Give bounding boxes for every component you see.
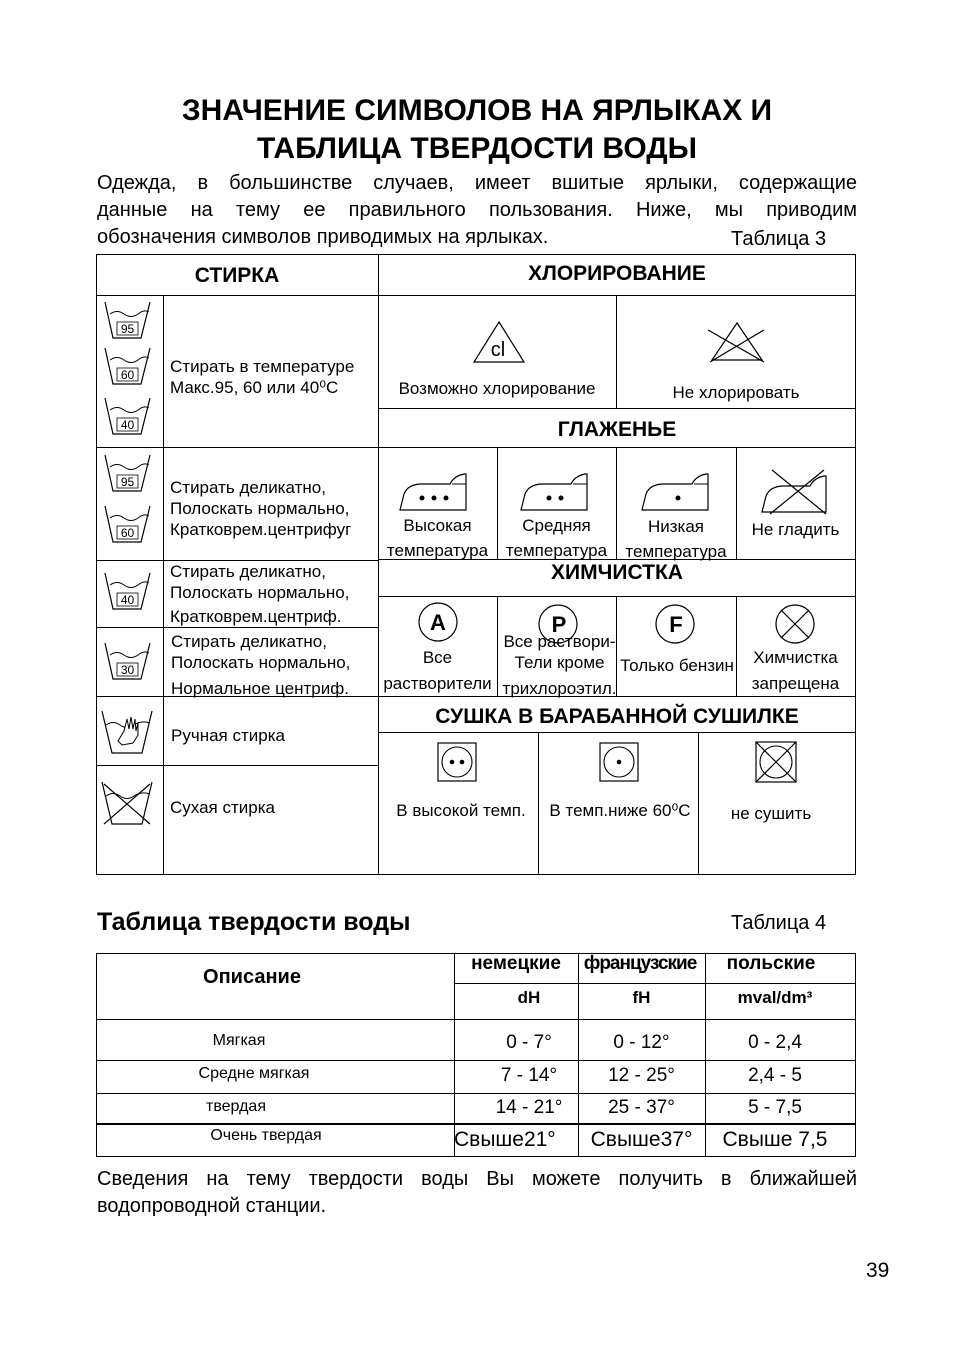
wash-row4-line1: Стирать деликатно,: [171, 632, 327, 651]
wash-row2-line3: Кратковрем.центрифуг: [170, 520, 352, 539]
wash-temp-label: 30: [120, 663, 135, 677]
wash-temp-label: 60: [120, 526, 135, 540]
chlorine-triangle-icon: [472, 320, 526, 364]
dryclean-a-icon: [418, 602, 460, 644]
wash-delicate-95-icon: [103, 453, 153, 493]
wash-delicate-60-icon: [103, 504, 153, 544]
intro-line3: обозначения символов приводимых на ярлыках.: [97, 226, 549, 248]
wash-row4-line3: Нормальное центриф.: [171, 679, 349, 698]
ironing-header: ГЛАЖЕНЬЕ: [557, 418, 677, 441]
col-french-unit: fH: [632, 988, 651, 1007]
wash-temp-label: 60: [120, 368, 135, 382]
dryclean-p-letter: P: [551, 612, 567, 637]
dryclean-f-label: Только бензин: [620, 656, 734, 675]
wash-temp-label: 40: [120, 593, 135, 607]
iron-low-line2: температура: [625, 542, 727, 561]
dryclean-f-icon: [655, 604, 697, 646]
no-dryclean-line1: Химчистка: [753, 648, 838, 667]
row-value: 0 - 2,4: [748, 1032, 802, 1053]
wash-delicate-40-icon: [103, 571, 153, 611]
wash-row6-line1: Сухая стирка: [170, 798, 275, 817]
footer-line2: водопроводной станции.: [97, 1195, 327, 1217]
wash-temp-label: 40: [120, 418, 135, 432]
row-value: Свыше 7,5: [722, 1128, 828, 1151]
row-value: 2,4 - 5: [748, 1065, 802, 1086]
no-tumble-icon: [754, 740, 800, 786]
row-value: Свыше21°: [454, 1128, 556, 1151]
col-german-unit: dH: [517, 988, 541, 1007]
no-iron-icon: [760, 468, 828, 516]
col-polish-header: польские: [726, 953, 816, 974]
wash-row1-line1: Стирать в температуре: [170, 357, 355, 376]
table4-label: Таблица 4: [731, 912, 827, 934]
drycleaning-header: ХИМЧИСТКА: [551, 561, 683, 584]
col-german-header: немецкие: [471, 953, 561, 974]
tumble-high-label: В высокой темп.: [396, 801, 526, 820]
row-value: 0 - 12°: [613, 1032, 670, 1053]
row-value: 7 - 14°: [500, 1065, 558, 1086]
dryclean-a-line2: растворители: [383, 674, 492, 693]
page-title-line2: ТАБЛИЦА ТВЕРДОСТИ ВОДЫ: [256, 132, 697, 165]
tumble-low-icon: [599, 742, 641, 784]
row-value: 14 - 21°: [495, 1097, 563, 1118]
tumble-high-icon: [437, 742, 479, 784]
intro-line2: данные на тему ее правильного пользования. Ниже, мы приводим: [97, 199, 857, 221]
hand-wash-icon: [100, 707, 155, 757]
wash-row5-line1: Ручная стирка: [171, 726, 285, 745]
iron-high-line1: Высокая: [403, 516, 472, 535]
iron-high-line2: температура: [386, 541, 489, 560]
wash-temp-label: 95: [120, 475, 135, 489]
iron-low-line1: Низкая: [647, 517, 705, 536]
iron-low-icon: [640, 472, 712, 514]
no-chlorine-icon: [706, 320, 768, 364]
wash-row3-line1: Стирать деликатно,: [170, 562, 326, 581]
wash-row4-line2: Полоскать нормально,: [171, 653, 351, 672]
no-wash-icon: [100, 778, 155, 828]
row-desc: Средне мягкая: [198, 1065, 310, 1082]
wash-row3-line2: Полоскать нормально,: [170, 583, 350, 602]
chlorine-allowed-label: Возможно хлорирование: [398, 379, 596, 398]
page-title-line1: ЗНАЧЕНИЕ СИМВОЛОВ НА ЯРЛЫКАХ И: [181, 94, 773, 127]
dryclean-p-line3: трихлороэтил.: [502, 679, 617, 698]
wash-row2-line1: Стирать деликатно,: [170, 478, 326, 497]
dryclean-a-line1: Все: [422, 648, 453, 667]
col-french-header: французские: [583, 953, 697, 974]
wash-95-icon: [103, 300, 153, 340]
table3-label: Таблица 3: [731, 228, 827, 250]
chlorination-header: ХЛОРИРОВАНИЕ: [528, 262, 706, 285]
tumble-header: СУШКА В БАРАБАННОЙ СУШИЛКЕ: [435, 705, 799, 728]
intro-line1: Одежда, в большинстве случаев, имеет вшитые ярлыки, содержащие: [97, 172, 857, 194]
dryclean-f-letter: F: [669, 612, 683, 637]
wash-delicate-30-icon: [103, 641, 153, 681]
tumble-low-label: В темп.ниже 60⁰С: [549, 801, 691, 820]
iron-medium-line1: Средняя: [522, 516, 591, 535]
no-iron-label: Не гладить: [751, 520, 840, 539]
row-value: Свыше37°: [590, 1128, 693, 1151]
no-tumble-label: не сушить: [730, 804, 812, 823]
row-desc: твердая: [206, 1098, 266, 1115]
chlorine-symbol-text: cl: [490, 339, 506, 361]
no-dryclean-line2: запрещена: [751, 674, 840, 693]
wash-temp-label: 95: [120, 322, 135, 336]
no-dryclean-icon: [775, 604, 817, 646]
wash-row1-line2: Макс.95, 60 или 40⁰С: [170, 378, 339, 397]
row-value: 5 - 7,5: [748, 1097, 802, 1118]
dryclean-a-letter: A: [430, 610, 446, 635]
page-number: 39: [866, 1259, 890, 1282]
washing-header: СТИРКА: [194, 264, 280, 287]
wash-40-icon: [103, 396, 153, 436]
col-polish-unit: mval/dm³: [737, 988, 813, 1007]
row-value: 12 - 25°: [608, 1065, 675, 1086]
col-desc-header: Описание: [203, 966, 301, 988]
wash-row2-line2: Полоскать нормально,: [170, 499, 350, 518]
dryclean-p-line2: Тели кроме: [514, 653, 605, 672]
wash-row3-line3: Кратковрем.центриф.: [170, 607, 342, 626]
wash-60-icon: [103, 346, 153, 386]
row-value: 25 - 37°: [608, 1097, 675, 1118]
footer-line1: Сведения на тему твердости воды Вы можете получить в ближайшей: [97, 1168, 857, 1190]
iron-medium-line2: температура: [505, 541, 608, 560]
row-value: 0 - 7°: [506, 1032, 552, 1053]
iron-medium-icon: [519, 472, 591, 514]
row-desc: Очень твердая: [210, 1127, 322, 1144]
dryclean-p-line1: Все раствори-: [503, 632, 616, 651]
row-desc: Мягкая: [212, 1032, 266, 1049]
iron-high-icon: [398, 472, 470, 514]
table4-heading: Таблица твердости воды: [97, 908, 411, 936]
chlorine-forbidden-label: Не хлорировать: [672, 383, 800, 402]
